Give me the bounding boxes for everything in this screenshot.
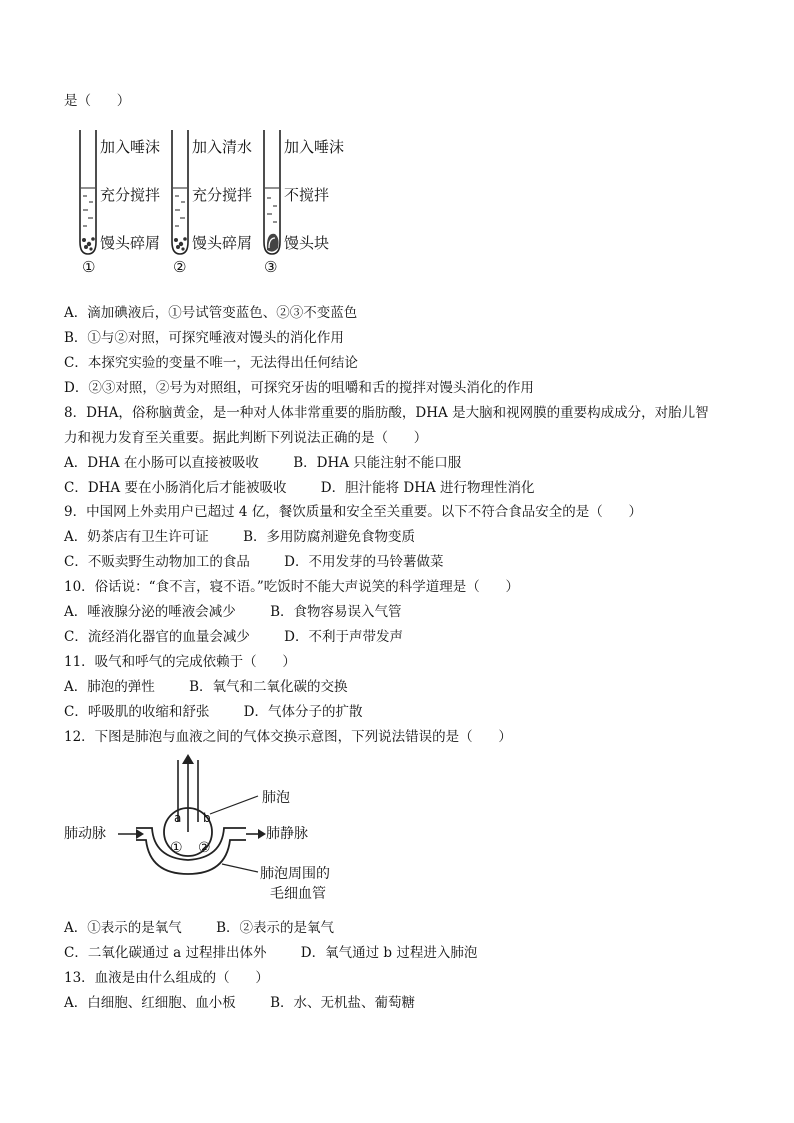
q10-options-ab: A．唾液腺分泌的唾液会减少 B．食物容易误入气管 — [64, 604, 402, 620]
q7-option-d: D．②③对照，②号为对照组，可探究牙齿的咀嚼和舌的搅拌对馒头消化的作用 — [64, 380, 534, 396]
q9-options-ab: A．奶茶店有卫生许可证 B．多用防腐剂避免食物变质 — [64, 529, 415, 545]
q7-option-a: A．滴加碘液后，①号试管变蓝色、②③不变蓝色 — [64, 305, 358, 321]
q12-options-ab: A．①表示的是氧气 B．②表示的是氧气 — [64, 920, 334, 936]
q11-options-cd: C．呼吸肌的收缩和舒张 D．气体分子的扩散 — [64, 704, 363, 720]
q13-stem: 13．血液是由什么组成的（ ） — [64, 970, 269, 986]
alveolus-diagram — [58, 752, 358, 912]
process-b-label: b — [203, 811, 211, 825]
tube-1-label-2: 充分搅拌 — [100, 186, 161, 204]
pulmonary-vein-label: 肺静脉 — [266, 826, 308, 842]
q7-option-b: B．①与②对照，可探究唾液对馒头的消化作用 — [64, 330, 344, 346]
tube-2-label-1: 加入清水 — [192, 138, 253, 156]
q8-stem-line-1: 8．DHA，俗称脑黄金，是一种对人体非常重要的脂肪酸，DHA 是大脑和视网膜的重要构成成分，对胎儿智 — [64, 405, 709, 421]
tube-3-label-1: 加入唾沫 — [284, 138, 345, 156]
q7-option-c: C．本探究实验的变量不唯一，无法得出任何结论 — [64, 355, 358, 371]
tube-2-label-3: 馒头碎屑 — [192, 234, 253, 252]
tube-1-label-3: 馒头碎屑 — [100, 234, 161, 252]
tube-1-number: ① — [82, 258, 96, 276]
question-7-stem-tail: 是（ ） — [64, 93, 131, 109]
q8-options-ab: A．DHA 在小肠可以直接被吸收 B．DHA 只能注射不能口服 — [64, 455, 462, 471]
gas-1-label: ① — [170, 840, 183, 856]
q11-stem: 11．吸气和呼气的完成依赖于（ ） — [64, 654, 296, 670]
alveolus-label: 肺泡 — [262, 790, 290, 806]
q13-options-ab: A．白细胞、红细胞、血小板 B．水、无机盐、葡萄糖 — [64, 995, 415, 1011]
test-tube-2 — [172, 130, 188, 254]
q11-options-ab: A．肺泡的弹性 B．氧气和二氧化碳的交换 — [64, 679, 348, 695]
gas-2-label: ② — [198, 840, 211, 856]
tube-1-label-1: 加入唾沫 — [100, 138, 161, 156]
test-tube-1 — [80, 130, 96, 254]
test-tube-figure — [70, 122, 370, 282]
q9-stem: 9．中国网上外卖用户已超过 4 亿，餐饮质量和安全至关重要。以下不符合食品安全的是（ ） — [64, 504, 643, 520]
pulmonary-artery-label: 肺动脉 — [64, 826, 106, 842]
tube-2-label-2: 充分搅拌 — [192, 186, 253, 204]
process-a-label: a — [174, 811, 182, 825]
q8-options-cd: C．DHA 要在小肠消化后才能被吸收 D．胆汁能将 DHA 进行物理性消化 — [64, 480, 535, 496]
q10-stem: 10．俗话说：“食不言，寝不语。”吃饭时不能大声说笑的科学道理是（ ） — [64, 579, 519, 595]
tube-3-label-2: 不搅拌 — [284, 186, 330, 204]
tube-2-number: ② — [173, 258, 187, 276]
q9-options-cd: C．不贩卖野生动物加工的食品 D．不用发芽的马铃薯做菜 — [64, 554, 444, 570]
capillary-label-1: 肺泡周围的 — [260, 866, 330, 882]
tube-3-label-3: 馒头块 — [284, 234, 330, 252]
q10-options-cd: C．流经消化器官的血量会减少 D．不利于声带发声 — [64, 629, 403, 645]
q8-stem-line-2: 力和视力发育至关重要。据此判断下列说法正确的是（ ） — [64, 430, 428, 446]
q12-options-cd: C．二氧化碳通过 a 过程排出体外 D．氧气通过 b 过程进入肺泡 — [64, 945, 478, 961]
tube-3-number: ③ — [264, 258, 278, 276]
q12-stem: 12．下图是肺泡与血液之间的气体交换示意图，下列说法错误的是（ ） — [64, 729, 512, 745]
capillary-label-2: 毛细血管 — [270, 886, 326, 902]
